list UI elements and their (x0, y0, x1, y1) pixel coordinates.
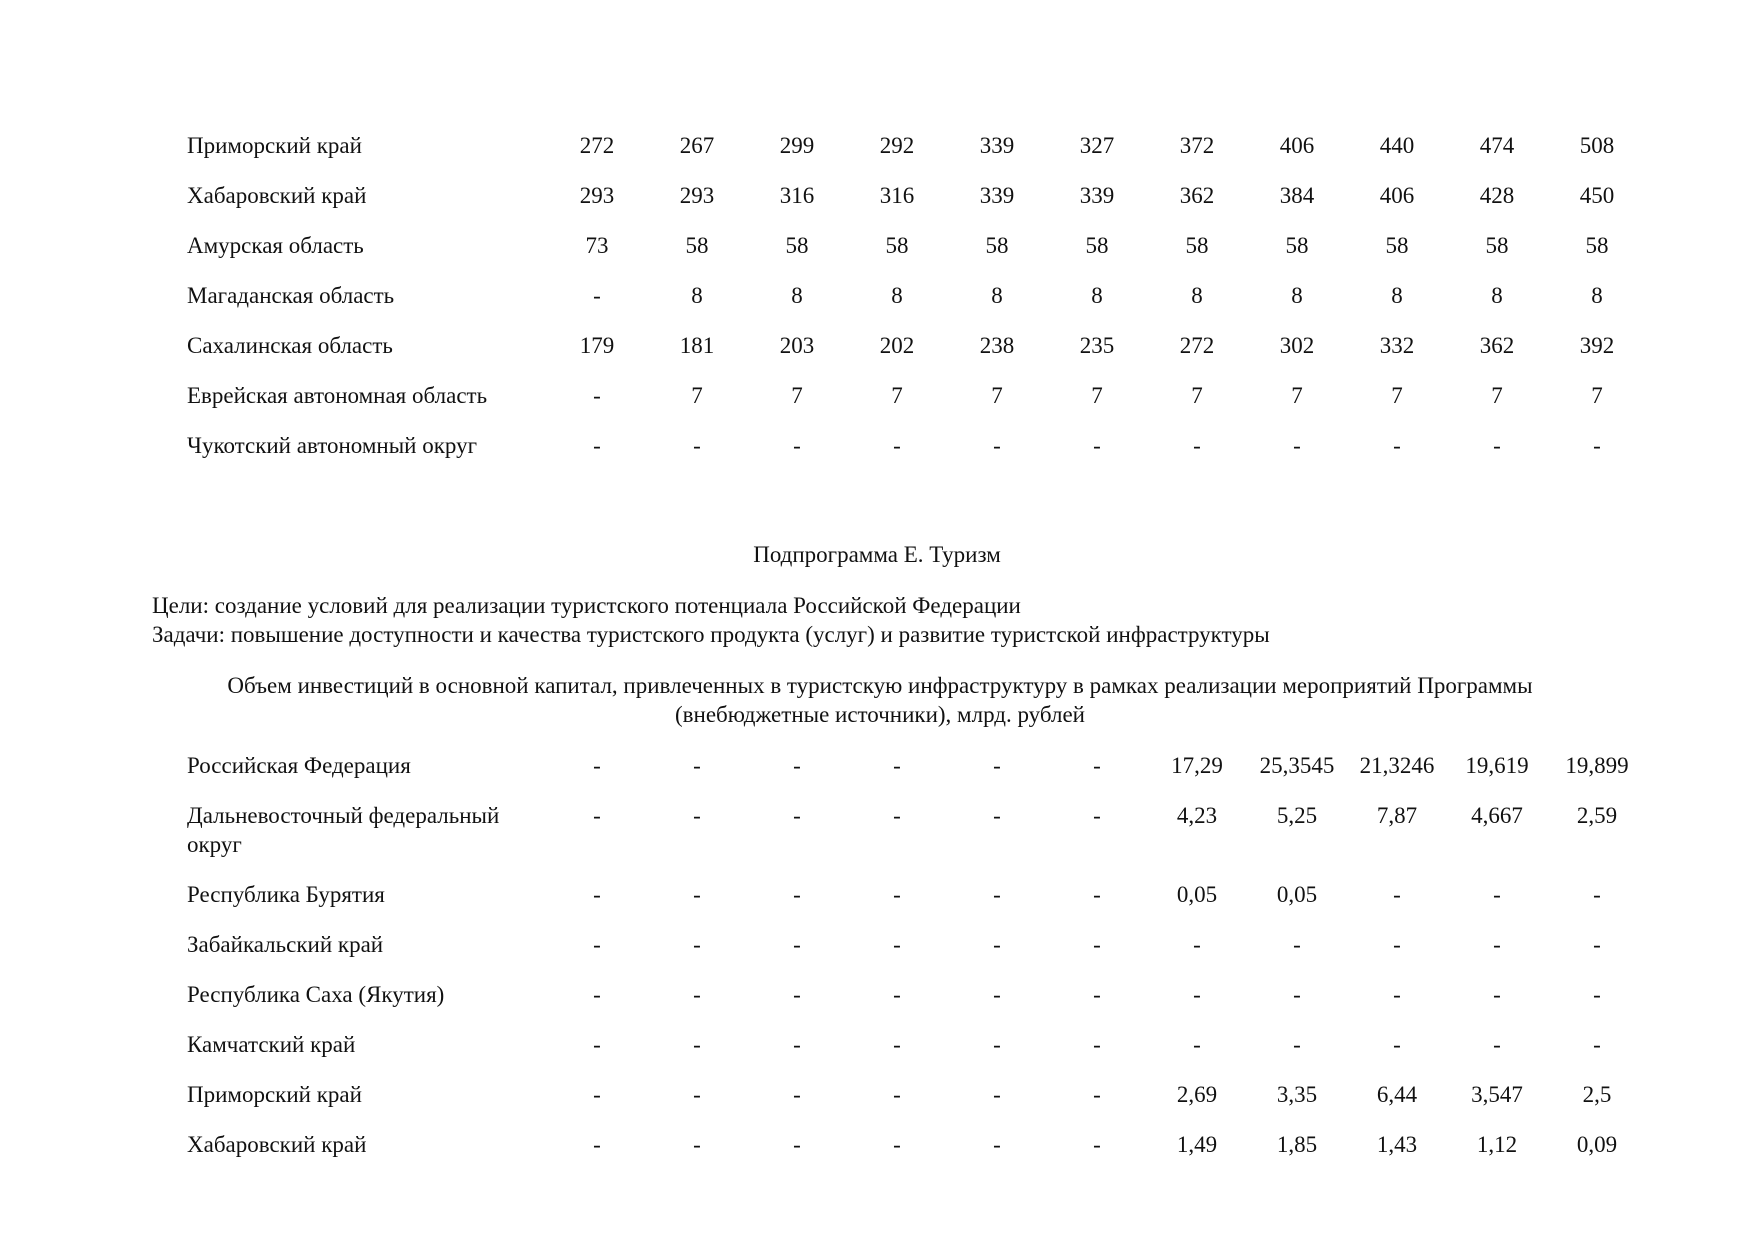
value-cell: - (1193, 433, 1201, 458)
table-row (187, 1030, 1647, 1080)
value-cell: - (593, 383, 601, 408)
value-cell: - (593, 1132, 601, 1157)
table-row (187, 231, 1647, 281)
value-cell: 235 (1079, 333, 1115, 358)
value-cell: - (893, 433, 901, 458)
value-cell: 1,43 (1376, 1132, 1418, 1157)
region-name: Дальневосточный федеральный округ (187, 803, 500, 857)
value-cell: 384 (1279, 183, 1315, 208)
table-row (187, 281, 1647, 331)
value-cell: - (1293, 433, 1301, 458)
value-cell: - (1593, 982, 1601, 1007)
value-cell: - (893, 803, 901, 828)
value-cell: - (993, 803, 1001, 828)
value-cell: 8 (691, 283, 703, 308)
region-name: Приморский край (187, 133, 362, 158)
indicator-title-line: (внебюджетные источники), млрд. рублей (675, 702, 1085, 727)
value-cell: 293 (579, 183, 615, 208)
table-row (187, 381, 1647, 431)
value-cell: - (1093, 433, 1101, 458)
value-cell: - (1593, 433, 1601, 458)
value-cell: - (893, 882, 901, 907)
region-name: Еврейская автономная область (187, 383, 488, 408)
value-cell: - (693, 433, 701, 458)
region-name: Республика Саха (Якутия) (187, 982, 445, 1007)
value-cell: - (793, 1082, 801, 1107)
region-name: Чукотский автономный округ (187, 433, 478, 458)
value-cell: 19,899 (1565, 753, 1629, 778)
subprogram-title: Подпрограмма Е. Туризм (753, 542, 1001, 567)
value-cell: 0,09 (1576, 1132, 1618, 1157)
value-cell: 4,23 (1176, 803, 1218, 828)
value-cell: 339 (979, 183, 1015, 208)
value-cell: - (1193, 982, 1201, 1007)
value-cell: 406 (1279, 133, 1315, 158)
value-cell: - (893, 932, 901, 957)
region-name: Хабаровский край (187, 1132, 367, 1157)
table-row (187, 980, 1647, 1030)
value-cell: - (1393, 433, 1401, 458)
indicator-title (140, 671, 1620, 729)
value-cell: - (793, 1132, 801, 1157)
value-cell: - (1093, 1082, 1101, 1107)
value-cell: - (793, 982, 801, 1007)
value-cell: 7 (691, 383, 703, 408)
value-cell: 203 (779, 333, 815, 358)
region-name: Республика Бурятия (187, 882, 385, 907)
value-cell: 58 (1585, 233, 1609, 258)
value-cell: - (1393, 882, 1401, 907)
value-cell: 428 (1479, 183, 1515, 208)
value-cell: - (993, 982, 1001, 1007)
region-name: Забайкальский край (187, 932, 384, 957)
value-cell: - (1393, 932, 1401, 957)
value-cell: 299 (779, 133, 815, 158)
value-cell: 58 (1385, 233, 1409, 258)
value-cell: 450 (1579, 183, 1615, 208)
value-cell: 17,29 (1171, 753, 1223, 778)
value-cell: 0,05 (1276, 882, 1318, 907)
value-cell: 339 (1079, 183, 1115, 208)
value-cell: 339 (979, 133, 1015, 158)
value-cell: 440 (1379, 133, 1415, 158)
regional-values-table (187, 131, 1647, 481)
value-cell: - (993, 433, 1001, 458)
value-cell: 272 (1179, 333, 1215, 358)
value-cell: 58 (985, 233, 1009, 258)
value-cell: 181 (679, 333, 715, 358)
value-cell: - (1093, 932, 1101, 957)
value-cell: - (593, 803, 601, 828)
value-cell: - (993, 1132, 1001, 1157)
goals-block (152, 591, 1270, 649)
value-cell: 73 (585, 233, 609, 258)
value-cell: 7 (1191, 383, 1203, 408)
goals-text: Цели: создание условий для реализации туристского потенциала Российской Федерации (152, 593, 1021, 618)
value-cell: - (1593, 1032, 1601, 1057)
value-cell: 316 (779, 183, 815, 208)
value-cell: - (893, 982, 901, 1007)
value-cell: 8 (991, 283, 1003, 308)
value-cell: 362 (1179, 183, 1215, 208)
region-name: Приморский край (187, 1082, 362, 1107)
value-cell: 58 (1185, 233, 1209, 258)
table-row (187, 801, 1647, 880)
table-row (187, 1130, 1647, 1180)
value-cell: - (893, 1132, 901, 1157)
value-cell: - (793, 882, 801, 907)
value-cell: 292 (879, 133, 915, 158)
value-cell: - (693, 753, 701, 778)
value-cell: 8 (1491, 283, 1503, 308)
value-cell: - (1393, 982, 1401, 1007)
value-cell: 7 (1491, 383, 1503, 408)
value-cell: 19,619 (1465, 753, 1529, 778)
value-cell: - (1493, 1032, 1501, 1057)
value-cell: 362 (1479, 333, 1515, 358)
value-cell: - (1093, 1132, 1101, 1157)
value-cell: 272 (579, 133, 615, 158)
value-cell: - (1593, 882, 1601, 907)
value-cell: - (993, 932, 1001, 957)
value-cell: - (1193, 1032, 1201, 1057)
value-cell: - (993, 1032, 1001, 1057)
value-cell: 7 (1591, 383, 1603, 408)
value-cell: 7 (891, 383, 903, 408)
value-cell: - (593, 932, 601, 957)
value-cell: 2,69 (1176, 1082, 1218, 1107)
value-cell: 8 (791, 283, 803, 308)
table-row (187, 131, 1647, 181)
value-cell: - (1393, 1032, 1401, 1057)
value-cell: - (693, 803, 701, 828)
value-cell: - (1093, 753, 1101, 778)
value-cell: 8 (1091, 283, 1103, 308)
region-name: Хабаровский край (187, 183, 367, 208)
indicator-title-line: Объем инвестиций в основной капитал, привлеченных в туристскую инфраструктуру в рамках реализации мероприятий Программы (227, 673, 1533, 698)
region-name: Российская Федерация (187, 753, 411, 778)
region-name: Сахалинская область (187, 333, 393, 358)
value-cell: - (1093, 803, 1101, 828)
value-cell: - (693, 1082, 701, 1107)
value-cell: 8 (1291, 283, 1303, 308)
value-cell: - (1293, 982, 1301, 1007)
table-row (187, 751, 1647, 801)
value-cell: 302 (1279, 333, 1315, 358)
value-cell: - (1093, 982, 1101, 1007)
value-cell: 8 (891, 283, 903, 308)
value-cell: 267 (679, 133, 715, 158)
value-cell: - (1293, 932, 1301, 957)
value-cell: - (1193, 932, 1201, 957)
value-cell: 3,35 (1276, 1082, 1318, 1107)
value-cell: 293 (679, 183, 715, 208)
value-cell: 332 (1379, 333, 1415, 358)
value-cell: 327 (1079, 133, 1115, 158)
region-name: Камчатский край (187, 1032, 356, 1057)
value-cell: 58 (1285, 233, 1309, 258)
value-cell: 8 (1191, 283, 1203, 308)
value-cell: 7 (1291, 383, 1303, 408)
value-cell: - (1593, 932, 1601, 957)
tasks-text: Задачи: повышение доступности и качества туристского продукта (услуг) и развитие туристской инфраструктуры (152, 622, 1270, 647)
value-cell: - (593, 1032, 601, 1057)
value-cell: 58 (1485, 233, 1509, 258)
value-cell: - (993, 882, 1001, 907)
value-cell: 5,25 (1276, 803, 1318, 828)
value-cell: - (693, 1032, 701, 1057)
value-cell: - (793, 932, 801, 957)
value-cell: - (593, 982, 601, 1007)
value-cell: 392 (1579, 333, 1615, 358)
value-cell: 7,87 (1376, 803, 1418, 828)
value-cell: 7 (1091, 383, 1103, 408)
value-cell: - (993, 1082, 1001, 1107)
tourism-investment-table (187, 751, 1647, 1180)
value-cell: 316 (879, 183, 915, 208)
value-cell: - (1293, 1032, 1301, 1057)
value-cell: 58 (885, 233, 909, 258)
value-cell: - (893, 1082, 901, 1107)
table-row (187, 181, 1647, 231)
value-cell: 4,667 (1471, 803, 1523, 828)
value-cell: - (793, 1032, 801, 1057)
value-cell: 21,3246 (1359, 753, 1435, 778)
value-cell: 202 (879, 333, 915, 358)
value-cell: 58 (685, 233, 709, 258)
table-row (187, 431, 1647, 481)
value-cell: 6,44 (1376, 1082, 1418, 1107)
value-cell: - (893, 753, 901, 778)
value-cell: - (693, 1132, 701, 1157)
value-cell: 508 (1579, 133, 1615, 158)
value-cell: 58 (1085, 233, 1109, 258)
value-cell: 7 (791, 383, 803, 408)
value-cell: 0,05 (1176, 882, 1218, 907)
value-cell: 2,5 (1582, 1082, 1612, 1107)
value-cell: - (793, 753, 801, 778)
region-name: Магаданская область (187, 283, 395, 308)
value-cell: 8 (1391, 283, 1403, 308)
value-cell: 1,12 (1476, 1132, 1518, 1157)
value-cell: - (793, 433, 801, 458)
value-cell: 406 (1379, 183, 1415, 208)
value-cell: 1,49 (1176, 1132, 1218, 1157)
value-cell: - (893, 1032, 901, 1057)
value-cell: - (593, 882, 601, 907)
value-cell: 25,3545 (1259, 753, 1335, 778)
value-cell: 8 (1591, 283, 1603, 308)
value-cell: - (1093, 882, 1101, 907)
value-cell: - (1493, 882, 1501, 907)
value-cell: 1,85 (1276, 1132, 1318, 1157)
table-row (187, 331, 1647, 381)
table-row (187, 880, 1647, 930)
value-cell: - (693, 932, 701, 957)
value-cell: - (1093, 1032, 1101, 1057)
value-cell: - (993, 753, 1001, 778)
table-row (187, 1080, 1647, 1130)
value-cell: 372 (1179, 133, 1215, 158)
value-cell: - (1493, 433, 1501, 458)
value-cell: 58 (785, 233, 809, 258)
value-cell: 3,547 (1471, 1082, 1523, 1107)
value-cell: 179 (579, 333, 615, 358)
value-cell: - (1493, 932, 1501, 957)
value-cell: 7 (1391, 383, 1403, 408)
value-cell: - (693, 882, 701, 907)
value-cell: - (1493, 982, 1501, 1007)
value-cell: - (593, 1082, 601, 1107)
value-cell: 7 (991, 383, 1003, 408)
value-cell: 238 (979, 333, 1015, 358)
value-cell: - (593, 753, 601, 778)
value-cell: - (793, 803, 801, 828)
value-cell: - (693, 982, 701, 1007)
table-row (187, 930, 1647, 980)
region-name: Амурская область (187, 233, 364, 258)
value-cell: 2,59 (1576, 803, 1618, 828)
value-cell: 474 (1479, 133, 1515, 158)
value-cell: - (593, 433, 601, 458)
value-cell: - (593, 283, 601, 308)
